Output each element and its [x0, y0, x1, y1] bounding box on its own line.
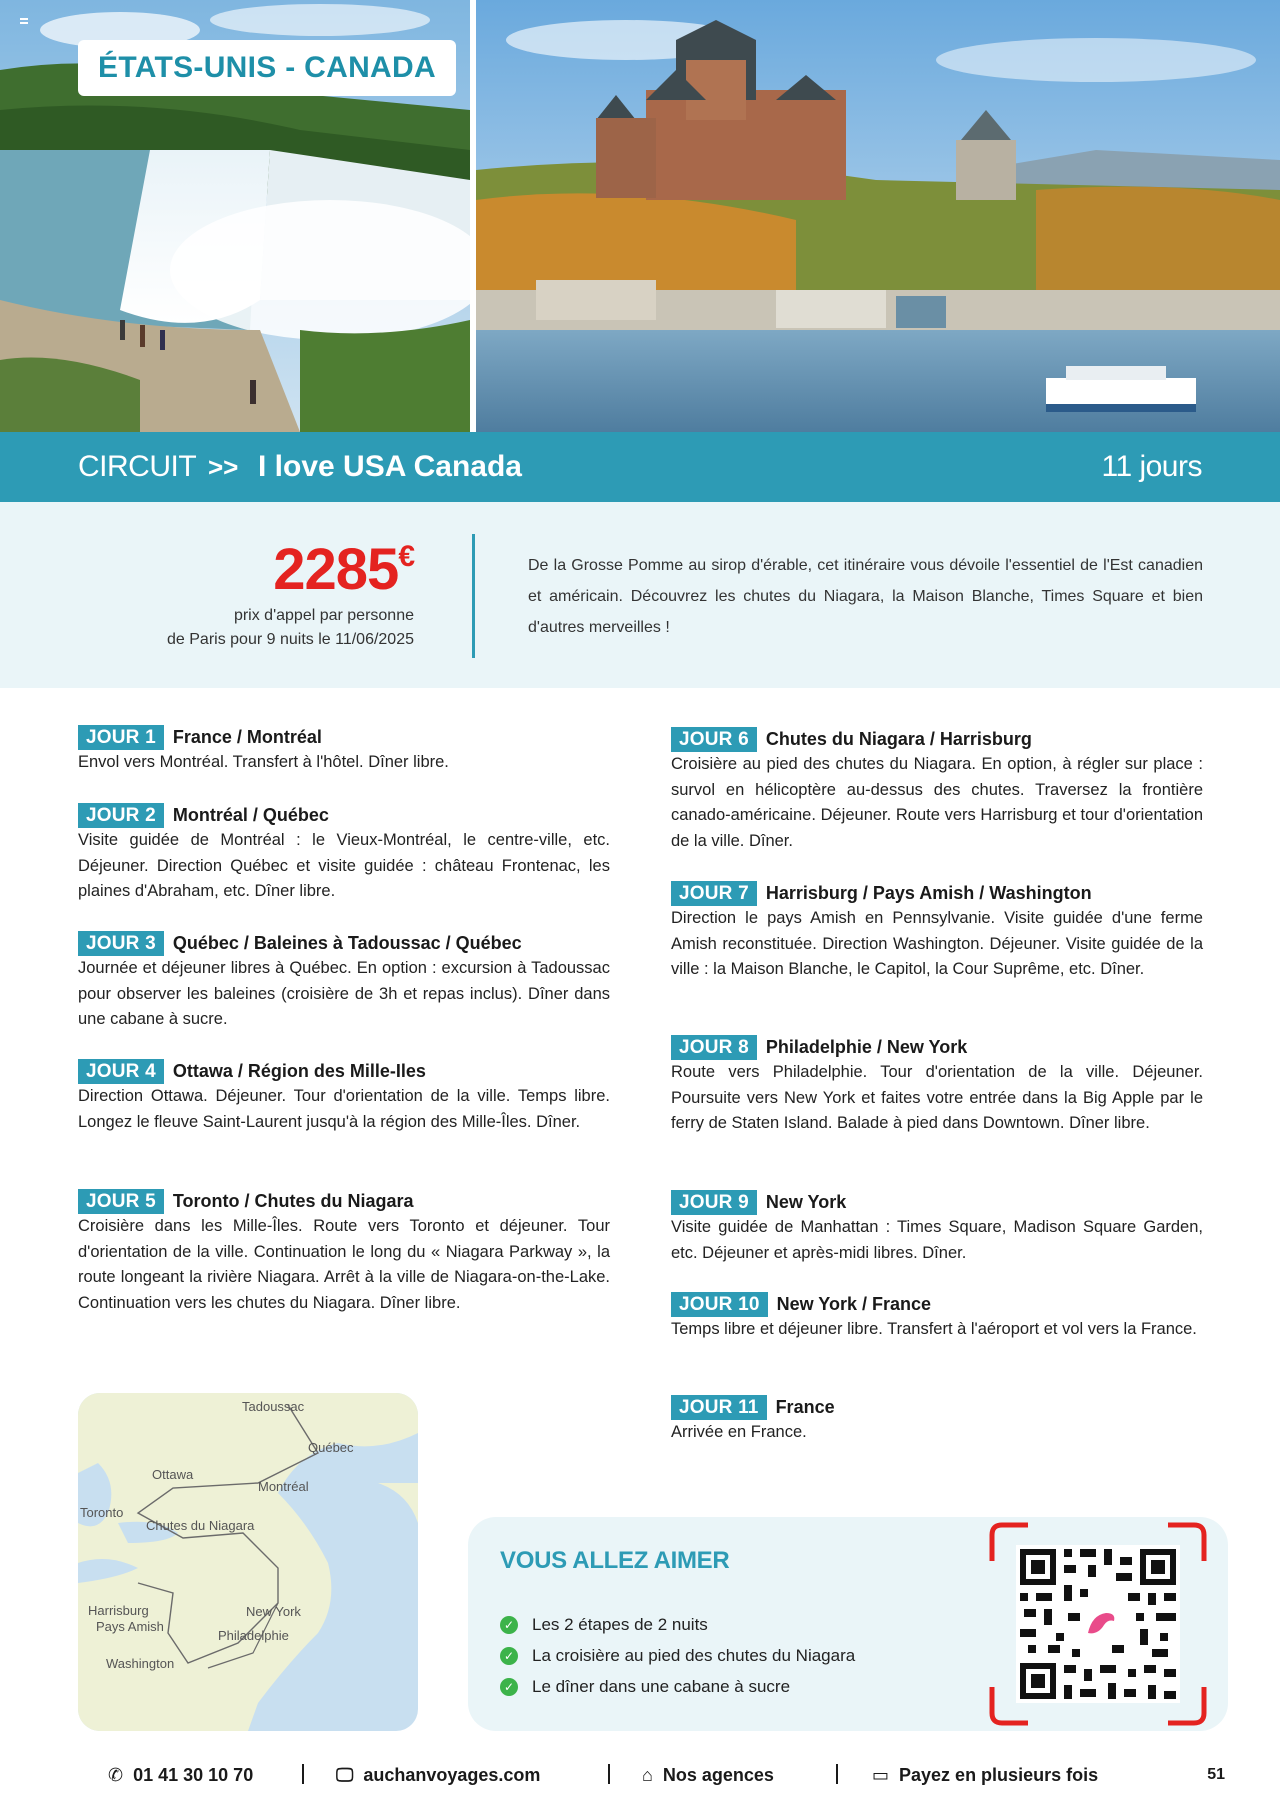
- day-item: [671, 1189, 1203, 1266]
- day-description: Direction Ottawa. Déjeuner. Tour d'orientation de la ville. Temps libre. Longez le fleuve Saint-Laurent jusqu'à la région des Mille-Îles. Dîner.: [78, 1087, 610, 1131]
- day-badge: JOUR 10: [671, 1292, 768, 1317]
- map-label: Harrisburg: [88, 1603, 149, 1618]
- map-label: Chutes du Niagara: [146, 1518, 255, 1533]
- day-description: Croisière au pied des chutes du Niagara. En option, à régler sur place : survol en hélicoptère au-dessus des chutes. Traversez la frontière canado-américaine. Déjeuner. Route vers Harrisburg et tour d'orientation de la ville. Dîner.: [671, 755, 1203, 850]
- day-badge: JOUR 9: [671, 1190, 757, 1215]
- page-number: 51: [1207, 1766, 1225, 1783]
- day-title: France: [775, 1396, 835, 1417]
- day-badge: JOUR 5: [78, 1189, 164, 1214]
- day-item: [78, 1188, 610, 1316]
- footer-payment-link[interactable]: ▭ Payez en plusieurs fois: [872, 1764, 1099, 1785]
- price-note-line-2: de Paris pour 9 nuits le 11/06/2025: [167, 631, 414, 648]
- day-title: Chutes du Niagara / Harrisburg: [765, 728, 1032, 749]
- highlight-item: ✓ La croisière au pied des chutes du Niagara: [500, 1640, 855, 1671]
- footer-website-link[interactable]: 🖵 auchanvoyages.com: [336, 1764, 541, 1785]
- map-label: New York: [246, 1604, 301, 1619]
- day-description: Temps libre et déjeuner libre. Transfert à l'aéroport et vol vers la France.: [671, 1320, 1197, 1338]
- day-description: Route vers Philadelphie. Tour d'orientation de la ville. Déjeuner. Poursuite vers New York et faites votre entrée dans la Big Apple par le ferry de Staten Island. Balade à pied dans Downtown. Dîner libre.: [671, 1063, 1203, 1133]
- qr-code-icon[interactable]: [988, 1521, 1208, 1727]
- day-item: [78, 930, 610, 1033]
- highlight-item: ✓ Le dîner dans une cabane à sucre: [500, 1671, 855, 1702]
- map-label: Philadelphie: [218, 1628, 289, 1643]
- day-description: Envol vers Montréal. Transfert à l'hôtel. Dîner libre.: [78, 753, 449, 771]
- quebec-chateau-frontenac-photo: [476, 0, 1280, 432]
- map-label: Washington: [106, 1656, 175, 1671]
- price-amount: 2285€: [273, 537, 414, 602]
- map-label: Québec: [308, 1440, 354, 1455]
- check-icon: ✓: [500, 1678, 518, 1696]
- hero-photos: [0, 0, 1280, 432]
- destination-tag: ÉTATS-UNIS - CANADA: [78, 40, 456, 96]
- day-title: France / Montréal: [172, 726, 322, 747]
- highlights-title: VOUS ALLEZ AIMER: [500, 1547, 730, 1574]
- day-item: [78, 724, 610, 776]
- day-description: Croisière dans les Mille-Îles. Route vers Toronto et déjeuner. Tour d'orientation de la ville. Continuation le long du « Niagara Parkway », la route longeant la rivière Niagara. Arrêt à la ville de Niagara-on-the-Lake. Continuation vers les chutes du Niagara. Dîner libre.: [78, 1217, 610, 1312]
- day-title: New York: [765, 1191, 847, 1212]
- day-badge: JOUR 3: [78, 931, 164, 956]
- circuit-banner: [0, 432, 1280, 502]
- highlights-box: [468, 1517, 1228, 1731]
- day-badge: JOUR 7: [671, 881, 757, 906]
- footer-divider: [302, 1764, 304, 1784]
- map-label: Ottawa: [152, 1467, 194, 1482]
- map-label: Pays Amish: [96, 1619, 164, 1634]
- circuit-title: I love USA Canada: [258, 450, 522, 483]
- day-badge: JOUR 2: [78, 803, 164, 828]
- footer-agencies-link[interactable]: ⌂ Nos agences: [642, 1764, 774, 1785]
- day-item: [671, 1291, 1203, 1343]
- day-badge: JOUR 4: [78, 1059, 164, 1084]
- footer: [0, 1760, 1280, 1790]
- phone-icon: ✆: [108, 1764, 124, 1785]
- footer-divider: [836, 1764, 838, 1784]
- day-item: [671, 1394, 1203, 1446]
- circuit-duration: 11 jours: [1101, 450, 1202, 483]
- corner-mark-icon: [20, 18, 28, 24]
- day-title: Montréal / Québec: [172, 804, 329, 825]
- day-title: Harrisburg / Pays Amish / Washington: [765, 882, 1092, 903]
- intro-text: De la Grosse Pomme au sirop d'érable, cet itinéraire vous dévoile l'essentiel de l'Est canadien et américain. Découvrez les chutes du Niagara, la Maison Blanche, Times Square et bien d'autres merveilles !: [528, 557, 1203, 636]
- day-badge: JOUR 11: [671, 1395, 767, 1420]
- home-icon: ⌂: [642, 1764, 653, 1785]
- day-description: Visite guidée de Montréal : le Vieux-Montréal, le centre-ville, etc. Déjeuner. Direction Québec et visite guidée : château Frontenac, les plaines d'Abraham, etc. Dîner libre.: [78, 831, 610, 901]
- monitor-icon: 🖵: [336, 1764, 354, 1785]
- vertical-divider: [472, 534, 475, 658]
- circuit-label: CIRCUIT: [78, 450, 197, 483]
- itinerary-map: [78, 1393, 418, 1731]
- day-badge: JOUR 8: [671, 1035, 757, 1060]
- price-section: [0, 502, 1280, 688]
- day-title: Québec / Baleines à Tadoussac / Québec: [172, 932, 522, 953]
- price-note: [167, 604, 414, 652]
- day-title: Toronto / Chutes du Niagara: [172, 1190, 414, 1211]
- price-note-line-1: prix d'appel par personne: [233, 607, 414, 624]
- credit-card-icon: ▭: [872, 1764, 890, 1785]
- day-title: Ottawa / Région des Mille-Iles: [172, 1060, 426, 1081]
- day-description: Journée et déjeuner libres à Québec. En option : excursion à Tadoussac pour observer les baleines (croisière de 3h et repas inclus). Dîner dans une cabane à sucre.: [78, 959, 610, 1029]
- highlights-list: [500, 1609, 855, 1702]
- day-item: [671, 880, 1203, 983]
- footer-divider: [608, 1764, 610, 1784]
- day-description: Arrivée en France.: [671, 1423, 807, 1441]
- check-icon: ✓: [500, 1616, 518, 1634]
- day-description: Direction le pays Amish en Pennsylvanie. Visite guidée d'une ferme Amish reconstituée. Direction Washington. Déjeuner. Visite guidée de la ville : la Maison Blanche, le Capitol, la Cour Suprême, etc. Dîner.: [671, 909, 1203, 979]
- footer-phone[interactable]: ✆ 01 41 30 10 70: [108, 1764, 254, 1785]
- currency-symbol: €: [398, 540, 414, 573]
- day-description: Visite guidée de Manhattan : Times Square, Madison Square Garden, etc. Déjeuner et après-midi libres. Dîner.: [671, 1218, 1203, 1262]
- day-item: [671, 726, 1203, 854]
- map-label: Montréal: [258, 1479, 309, 1494]
- day-item: [671, 1034, 1203, 1137]
- day-title: New York / France: [776, 1293, 932, 1314]
- day-item: [78, 802, 610, 905]
- highlight-item: ✓ Les 2 étapes de 2 nuits: [500, 1609, 855, 1640]
- map-label: Toronto: [80, 1505, 124, 1520]
- day-badge: JOUR 1: [78, 725, 164, 750]
- double-chevron-icon: >>: [208, 452, 239, 482]
- day-title: Philadelphie / New York: [765, 1036, 968, 1057]
- check-icon: ✓: [500, 1647, 518, 1665]
- day-item: [78, 1058, 610, 1135]
- map-label: Tadoussac: [242, 1399, 305, 1414]
- day-badge: JOUR 6: [671, 727, 757, 752]
